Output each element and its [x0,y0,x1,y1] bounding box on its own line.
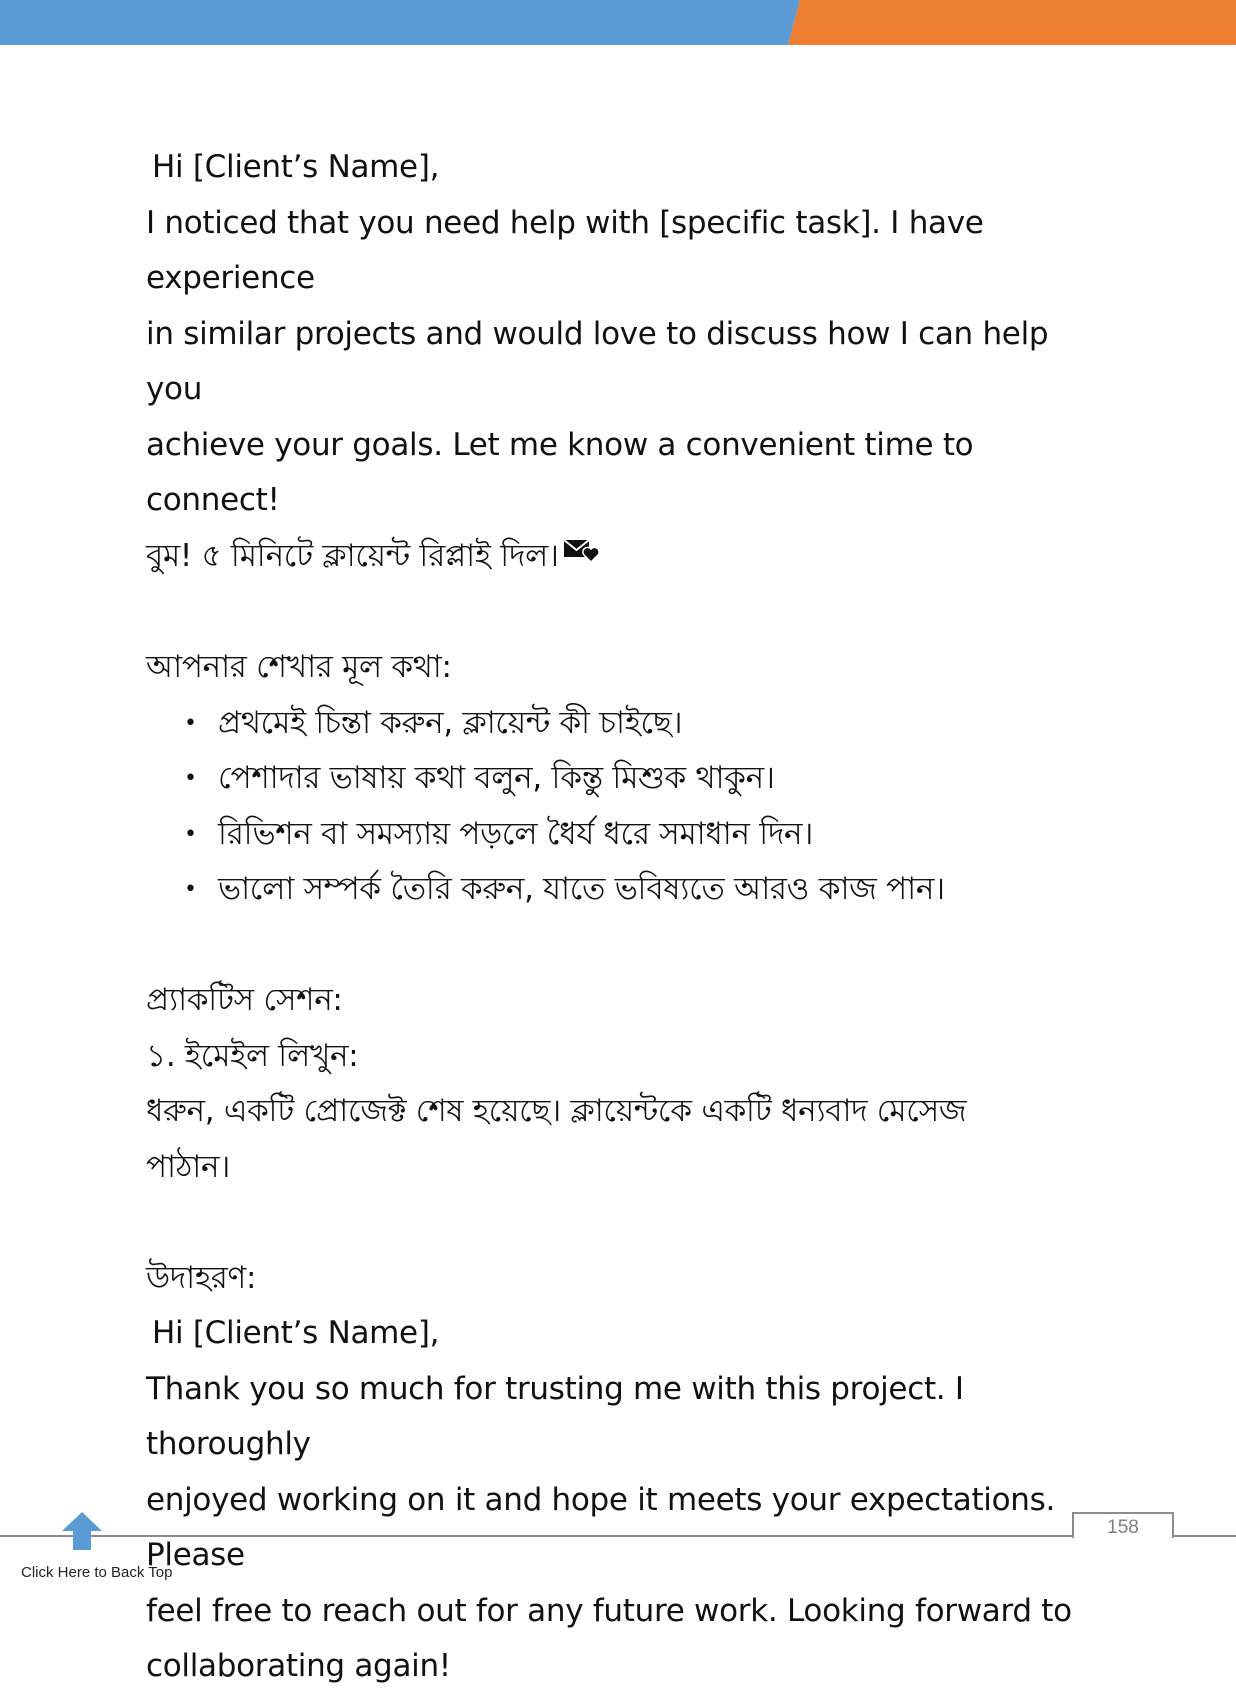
takeaways-heading: আপনার শেখার মূল কথা: [146,649,452,686]
header-band-orange [788,0,1236,45]
list-item-text: পেশাদার ভাষায় কথা বলুন, কিন্তু মিশুক থাকুন। [218,760,775,797]
spacer [146,1195,1096,1251]
task-title: ১. ইমেইল লিখুন: [146,1037,359,1074]
header-color-band [0,0,1236,45]
spacer [146,585,1096,641]
list-item-text: ভালো সম্পর্ক তৈরি করুন, যাতে ভবিষ্যতে আরও কাজ পান। [218,871,945,908]
greeting-line-2: Hi [Client’s Name], [152,1315,440,1352]
list-item [146,696,1096,752]
bullet-icon: • [184,710,197,736]
email-2-line-3: feel free to reach out for any future work. Looking forward to [146,1592,1072,1629]
email-2-line-4: collaborating again! [146,1648,451,1685]
email-1-line-3: achieve your goals. Let me know a convenient time to connect! [146,426,974,518]
bullet-icon: • [184,821,197,847]
list-item [146,862,1096,918]
list-item [146,807,1096,863]
envelope-heart-icon [563,526,601,582]
task-text-line-2: পাঠান। [146,1148,230,1185]
bullet-icon: • [184,766,197,792]
arrow-up-icon [62,1512,102,1550]
page-content [146,140,1096,1695]
spacer [146,918,1096,974]
header-band-blue [0,0,800,45]
task-text-line-1: ধরুন, একটি প্রোজেক্ট শেষ হয়েছে। ক্লায়েন্টকে একটি ধন্যবাদ মেসেজ [146,1093,967,1130]
email-2-line-2: enjoyed working on it and hope it meets your expectations. Please [146,1481,1056,1574]
list-item-text: রিভিশন বা সমস্যায় পড়লে ধৈর্য ধরে সমাধান দিন। [218,815,814,852]
reply-note [146,529,1096,585]
bullet-icon: • [184,877,197,903]
page-number: 158 [1072,1512,1174,1538]
greeting-line-1: Hi [Client’s Name], [152,149,440,185]
takeaways-list [146,696,1096,918]
practice-heading: প্র্যাকটিস সেশন: [146,982,343,1019]
list-item-text: প্রথমেই চিন্তা করুন, ক্লায়েন্ট কী চাইছে। [218,704,683,741]
email-1-line-2: in similar projects and would love to discuss how I can help you [146,315,1049,407]
email-2-line-1: Thank you so much for trusting me with this project. I thoroughly [146,1370,964,1463]
list-item [146,751,1096,807]
reply-note-text: বুম! ৫ মিনিটে ক্লায়েন্ট রিপ্লাই দিল। [146,537,559,574]
back-to-top-link[interactable] [18,1512,198,1592]
example-heading: উদাহরণ: [146,1259,257,1296]
email-1-line-1: I noticed that you need help with [specific task]. I have experience [146,204,984,296]
back-to-top-label[interactable]: Click Here to Back Top [21,1564,173,1581]
